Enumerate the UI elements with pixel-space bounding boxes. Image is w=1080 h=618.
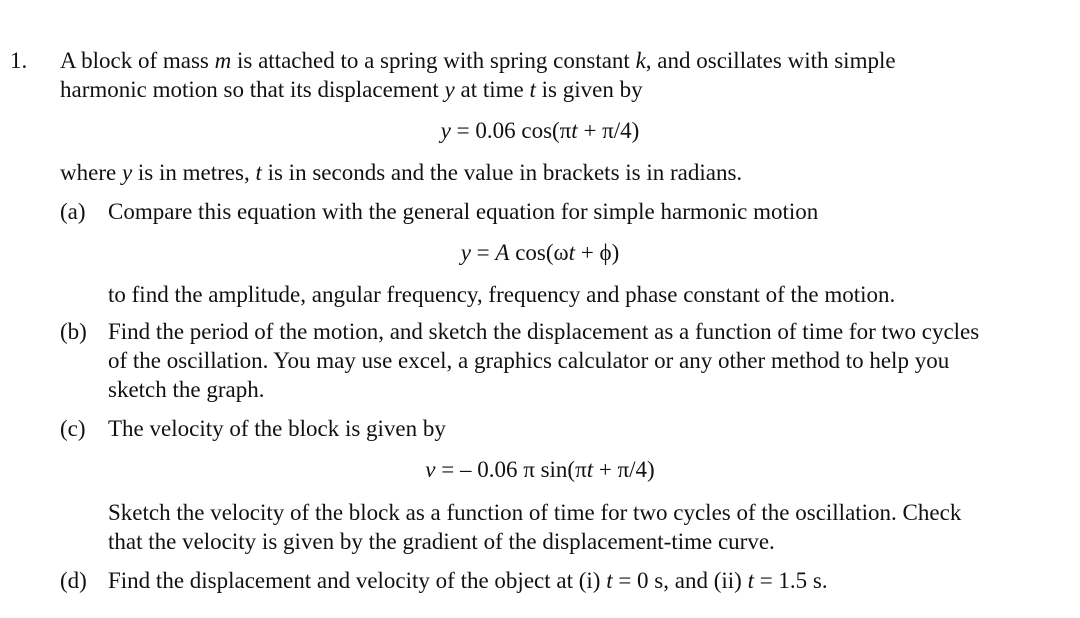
part-c-line-1: The velocity of the block is given by <box>108 416 446 441</box>
equation-lhs: y <box>460 240 471 265</box>
equation-rhs: = 0.06 cos(π <box>450 118 572 143</box>
units-text: is in metres, <box>132 160 256 185</box>
part-d-text-segment: = 1.5 s. <box>753 568 828 593</box>
part-d-text-segment: = 0 s, and (ii) <box>612 568 748 593</box>
displacement-equation <box>0 116 1080 145</box>
part-b-line-1: Find the period of the motion, and sketch the displacement as a function of time for two cycles <box>108 319 980 344</box>
equation-lhs: y <box>440 118 451 143</box>
equation-variable-t: t <box>571 118 578 143</box>
variable-t: t <box>529 77 536 102</box>
question-number: 1. <box>10 48 28 73</box>
variable-t: t <box>747 568 754 593</box>
equation-rhs: + ϕ) <box>575 240 620 265</box>
variable-y: y <box>121 160 133 185</box>
units-statement <box>60 158 742 187</box>
equation-amplitude: A <box>495 240 510 265</box>
part-a-label: (a) <box>60 199 86 224</box>
variable-y: y <box>444 77 455 102</box>
intro-text: A block of mass <box>60 48 215 73</box>
part-c-line-3: that the velocity is given by the gradient of the displacement-time curve. <box>108 529 775 554</box>
general-shm-equation <box>0 238 1080 267</box>
intro-text: is given by <box>535 77 643 102</box>
intro-text: , and oscillates with simple <box>645 48 896 73</box>
equation-equals: = <box>470 240 496 265</box>
equation-lhs: v <box>425 457 436 482</box>
equation-variable-t: t <box>586 457 594 482</box>
variable-t: t <box>606 568 613 593</box>
part-d-text <box>108 566 828 595</box>
equation-rhs: = – 0.06 π sin(π <box>435 457 587 482</box>
variable-m: m <box>214 48 232 73</box>
equation-variable-t: t <box>568 240 576 265</box>
variable-k: k <box>635 48 646 73</box>
units-text: where <box>60 160 122 185</box>
equation-rhs: cos(ω <box>509 240 569 265</box>
equation-rhs: + π/4) <box>577 118 640 143</box>
intro-text: harmonic motion so that its displacement <box>60 77 445 102</box>
part-c-line-2: Sketch the velocity of the block as a function of time for two cycles of the oscillation. Check <box>108 500 962 525</box>
units-text: is in seconds and the value in brackets is in radians. <box>261 160 743 185</box>
intro-text: at time <box>454 77 530 102</box>
part-a-text: Compare this equation with the general equation for simple harmonic motion <box>108 199 819 224</box>
part-c-label: (c) <box>60 416 86 441</box>
variable-t: t <box>255 160 262 185</box>
part-d-label: (d) <box>60 568 87 593</box>
part-b-label: (b) <box>60 319 87 344</box>
part-a-instruction: to find the amplitude, angular frequency, frequency and phase constant of the motion. <box>108 282 896 307</box>
part-d-text-segment: Find the displacement and velocity of the object at (i) <box>108 568 607 593</box>
part-b-line-3: sketch the graph. <box>108 377 265 402</box>
equation-rhs: + π/4) <box>593 457 655 482</box>
part-b-line-2: of the oscillation. You may use excel, a graphics calculator or any other method to help you <box>108 348 950 373</box>
velocity-equation <box>0 455 1080 484</box>
intro-line-2 <box>60 75 643 104</box>
intro-text: is attached to a spring with spring constant <box>231 48 636 73</box>
intro-line-1 <box>60 46 896 75</box>
